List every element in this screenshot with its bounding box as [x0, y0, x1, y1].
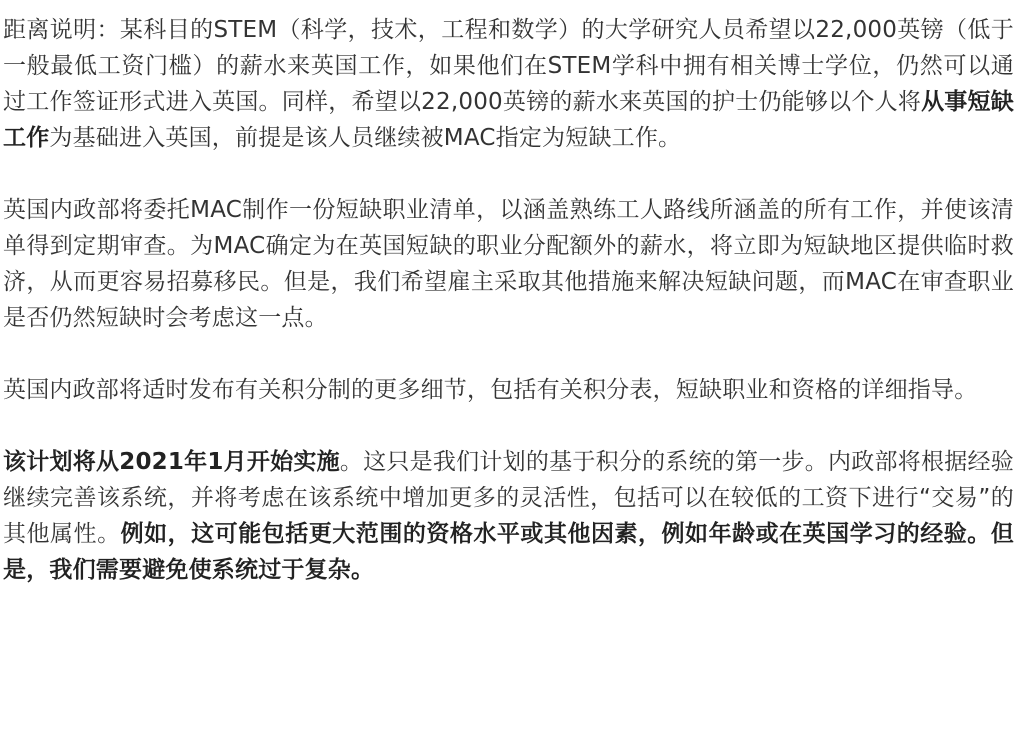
- paragraph-1: [3, 12, 1014, 156]
- paragraph-1-text: 距离说明：某科目的STEM（科学，技术，工程和数学）的大学研究人员希望以22,000英镑（低于一般最低工资门槛）的薪水来英国工作，如果他们在STEM学科中拥有相关博士学位，仍然可以通过工作签证形式进入英国。同样，希望以22,000英镑的薪水来英国的护士仍能够以个人将: [3, 17, 1014, 115]
- paragraph-2-text: 英国内政部将委托MAC制作一份短缺职业清单，以涵盖熟练工人路线所涵盖的所有工作，并使该清单得到定期审查。为MAC确定为在英国短缺的职业分配额外的薪水，将立即为短缺地区提供临时救济，从而更容易招募移民。但是，我们希望雇主采取其他措施来解决短缺问题，而MAC在审查职业是否仍然短缺时会考虑这一点。: [3, 197, 1014, 331]
- paragraph-3-text: 英国内政部将适时发布有关积分制的更多细节，包括有关积分表，短缺职业和资格的详细指导。: [3, 377, 978, 403]
- paragraph-2: [3, 192, 1014, 336]
- paragraph-4-bold-lead: 该计划将从2021年1月开始实施: [3, 449, 340, 475]
- paragraph-1-bold-phrase: 从事短缺工作: [3, 89, 1014, 151]
- paragraph-3: [3, 372, 1014, 408]
- paragraph-4-text: 。这只是我们计划的基于积分的系统的第一步。内政部将根据经验继续完善该系统，并将考虑在该系统中增加更多的灵活性，包括可以在较低的工资下进行“交易”的其他属性。: [3, 449, 1014, 547]
- paragraph-4-bold-end: 例如，这可能包括更大范围的资格水平或其他因素，例如年龄或在英国学习的经验。但是，我们需要避免使系统过于复杂。: [3, 521, 1015, 583]
- paragraph-4: [3, 444, 1014, 588]
- paragraph-1-text-end: 为基础进入英国，前提是该人员继续被MAC指定为短缺工作。: [49, 125, 682, 151]
